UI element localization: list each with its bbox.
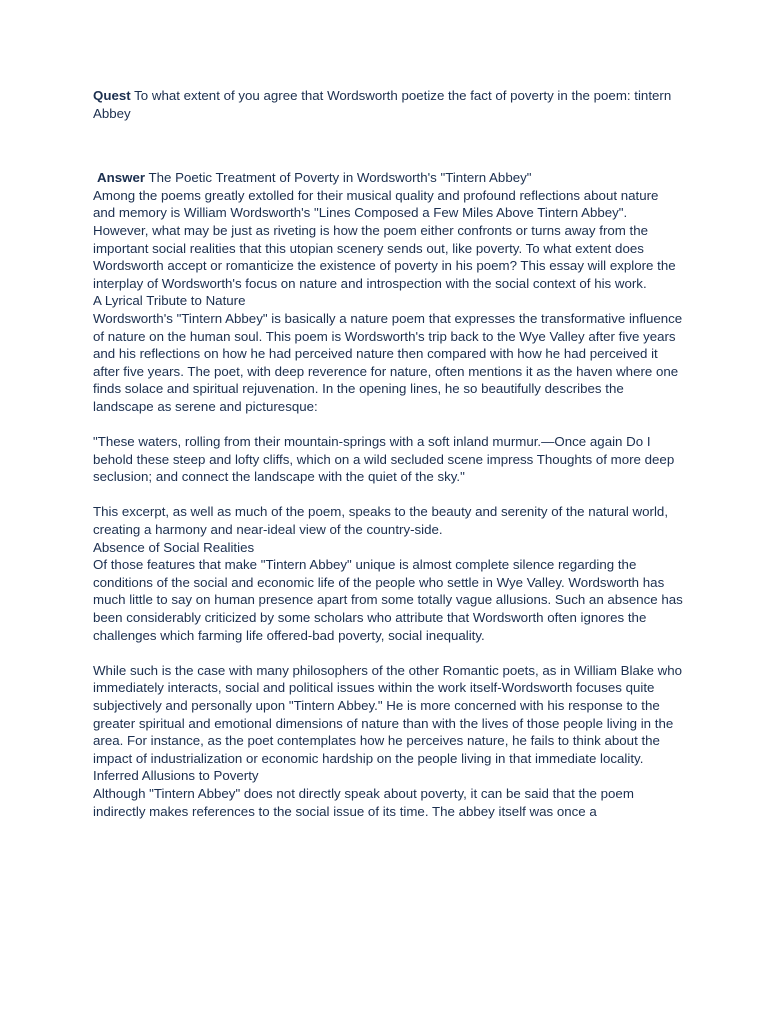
intro-paragraph: Among the poems greatly extolled for their musical quality and profound reflections about nature and memory is William Wordsworth's "Lines Composed a Few Miles Above Tintern Abbey". However, what may be just as riveting is how the poem either confronts or turns away from the important social realities that this utopian scenery sends out, like poverty. To what extent does Wordsworth accept or romanticize the existence of poverty in his poem? This essay will explore the interplay of Wordsworth's focus on nature and introspection with the social context of his work.: [93, 187, 676, 291]
section-heading: Inferred Allusions to Poverty: [93, 768, 259, 784]
question-label: Quest: [93, 88, 131, 103]
document-page: [93, 87, 683, 820]
quotation-paragraph: "These waters, rolling from their mountain-springs with a soft inland murmur.—Once again Do I behold these steep and lofty cliffs, which on a wild secluded scene impress Thoughts of more deep seclusion; and connect the landscape with the quiet of the sky.": [93, 434, 675, 485]
paragraph: Of those features that make "Tintern Abbey" unique is almost complete silence regarding the conditions of the social and economic life of the people who settle in Wye Valley. Wordsworth has much little to say on human presence apart from some totally vague allusions. Such an absence has been considerably criticized by some scholars who attribute that Wordsworth often ignores the challenges which farming life offered-bad poverty, social inequality.: [93, 557, 683, 643]
answer-label: Answer: [97, 170, 146, 186]
paragraph: This excerpt, as well as much of the poem, speaks to the beauty and serenity of the natural world, creating a harmony and near-ideal view of the country-side.: [93, 504, 669, 538]
answer-block: [93, 169, 683, 820]
section-heading: Absence of Social Realities: [93, 539, 255, 555]
section-heading: A Lyrical Tribute to Nature: [93, 293, 246, 309]
question: [93, 87, 683, 122]
question-text: To what extent of you agree that Wordsworth poetize the fact of poverty in the poem: tintern Abbey: [93, 88, 672, 121]
paragraph: Although "Tintern Abbey" does not directly speak about poverty, it can be said that the poem indirectly makes references to the social issue of its time. The abbey itself was once a: [93, 785, 634, 819]
paragraph: Wordsworth's "Tintern Abbey" is basically a nature poem that expresses the transformative influence of nature on the human soul. This poem is Wordsworth's trip back to the Wye Valley after five years and his reflections on how he had perceived nature then compared with how he had perceived it after five years. The poet, with deep reverence for nature, often mentions it as the haven where one finds solace and spiritual rejuvenation. In the opening lines, he so beautifully describes the landscape as serene and picturesque:: [93, 310, 683, 414]
answer-title: The Poetic Treatment of Poverty in Wordsworth's "Tintern Abbey": [145, 170, 532, 186]
answer-heading: [93, 169, 683, 187]
paragraph: While such is the case with many philosophers of the other Romantic poets, as in William Blake who immediately interacts, social and political issues within the work itself-Wordsworth focuses quite subjectively and personally upon "Tintern Abbey." He is more concerned with his response to the greater spiritual and emotional dimensions of nature than with the lives of those people living in the area. For instance, as the poet contemplates how he perceives nature, he fails to think about the impact of industrialization or economic hardship on the people living in that immediate locality.: [93, 662, 683, 766]
